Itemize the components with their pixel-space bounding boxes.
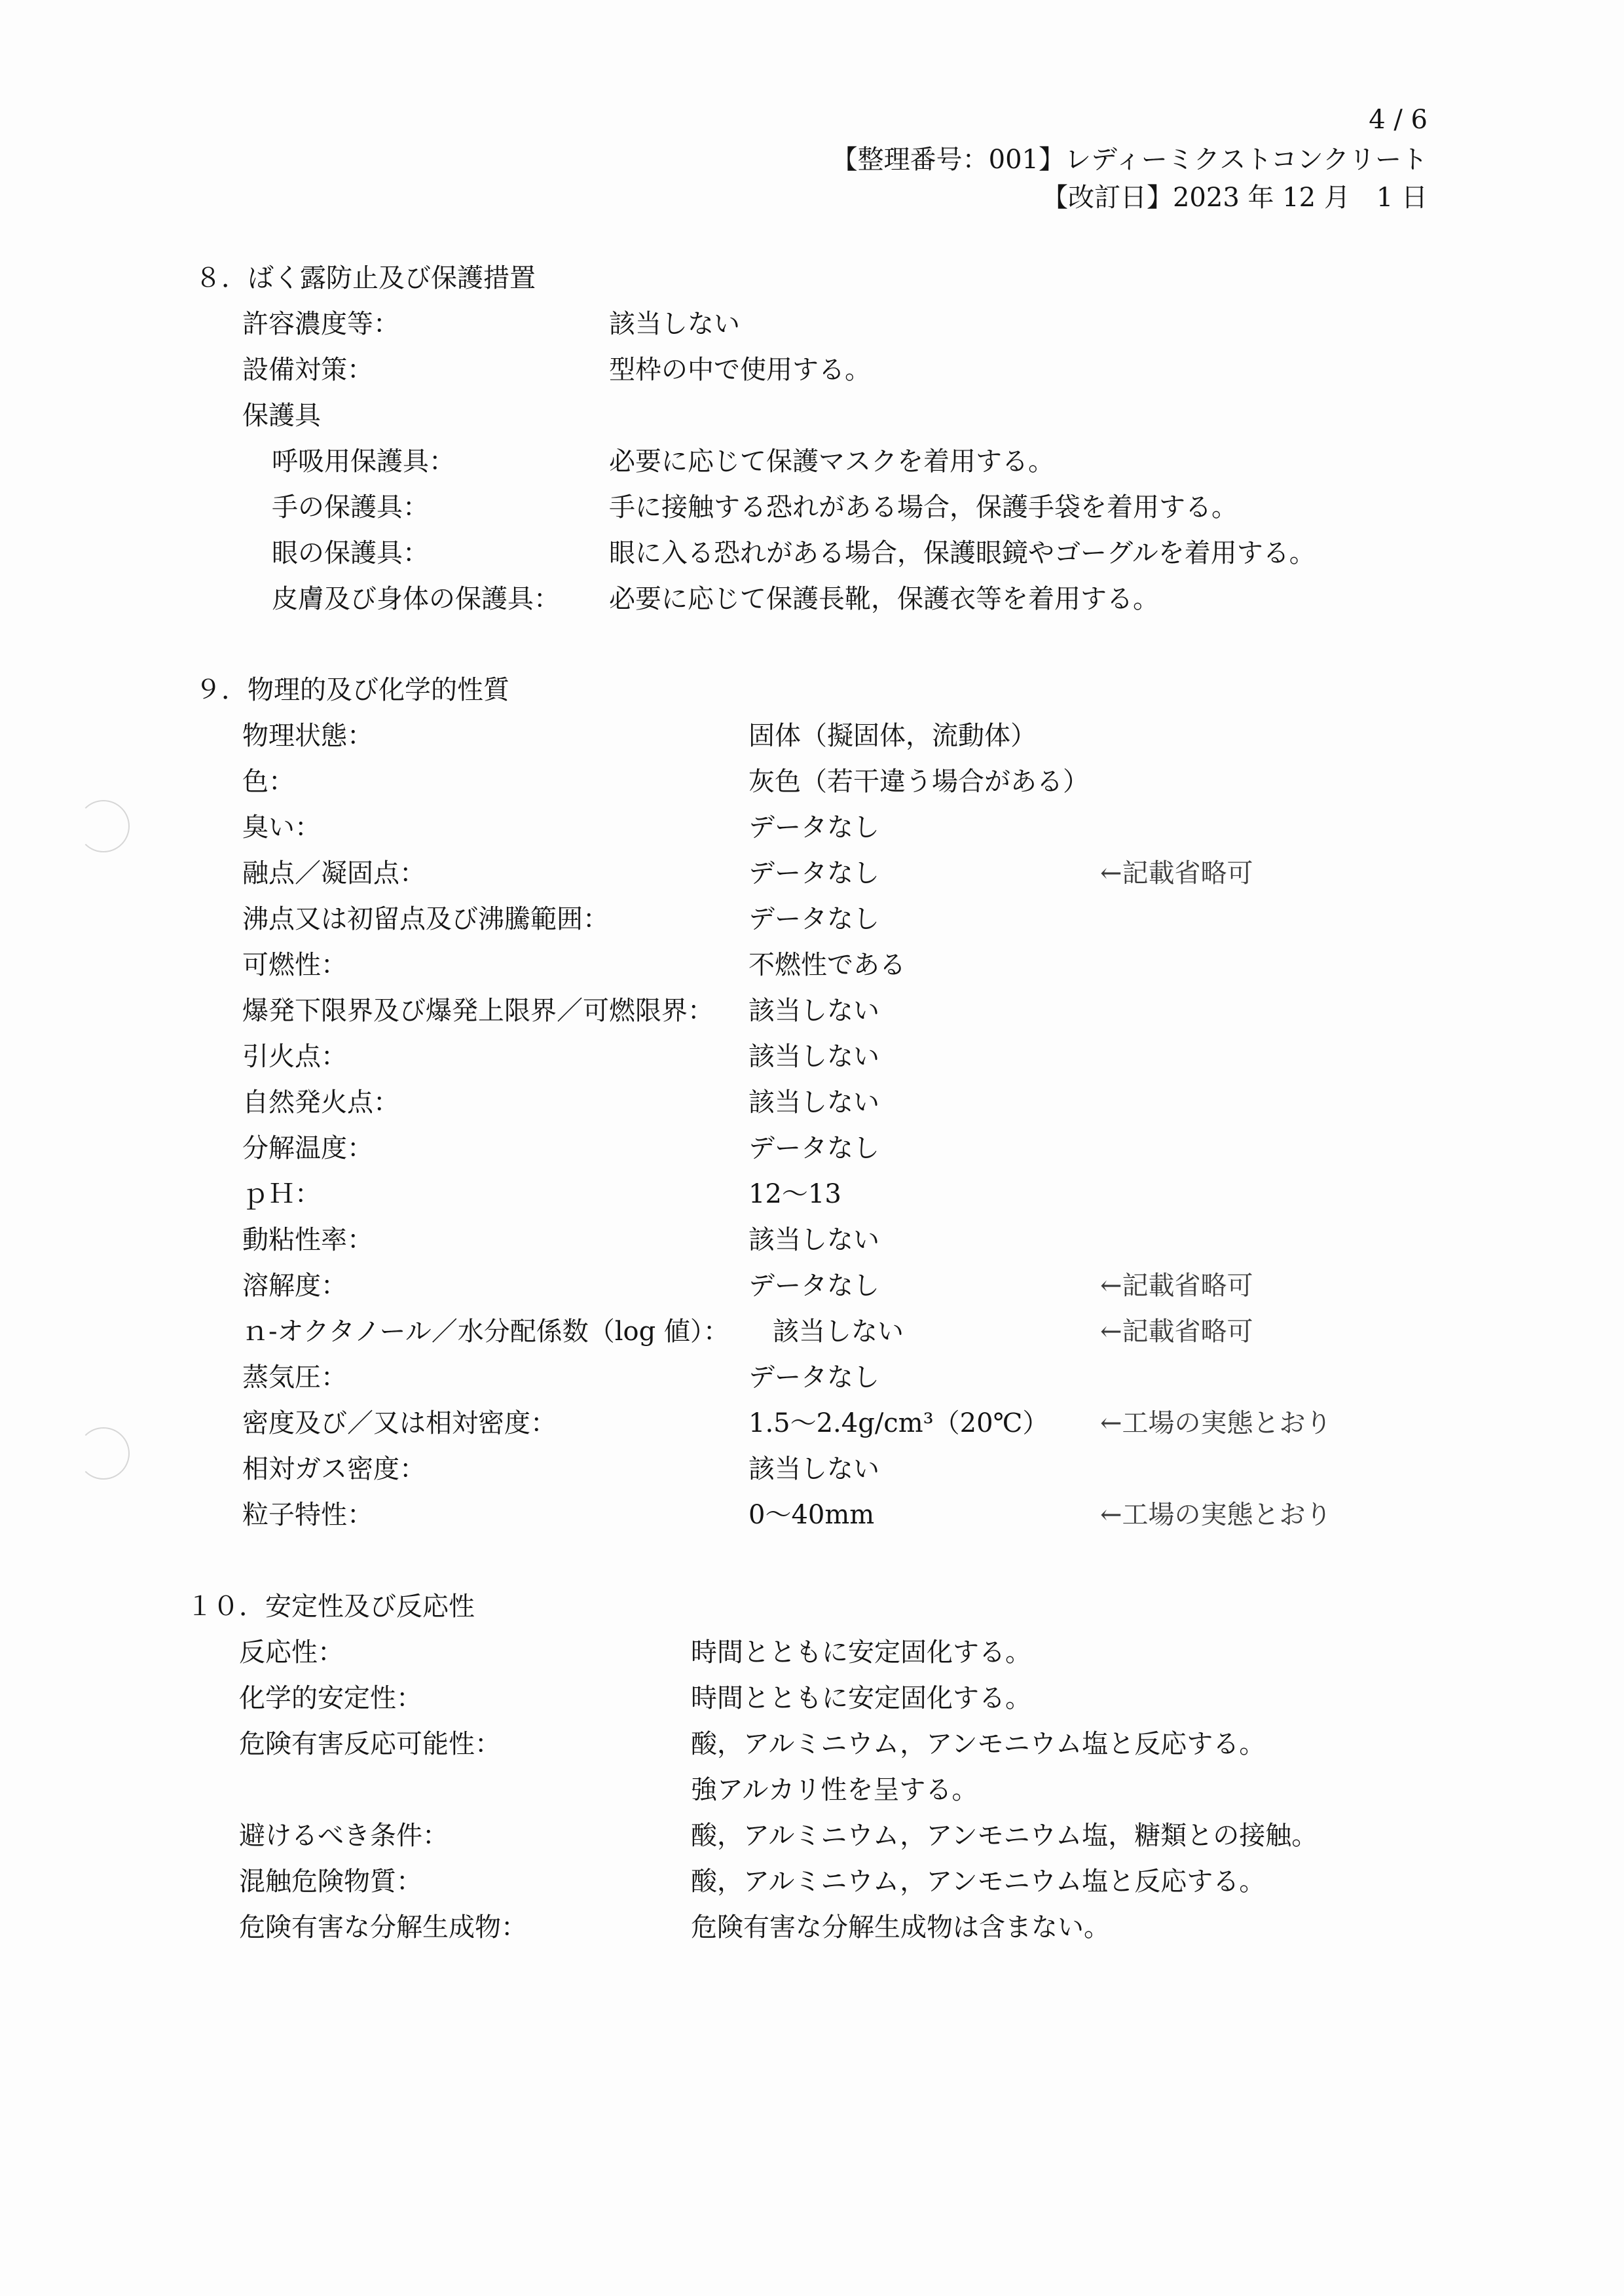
row-value: 型枠の中で使用する。 xyxy=(609,355,871,385)
revision-date: 【改訂日】2023 年 12 月 1 日 xyxy=(1041,183,1428,213)
section-10-title: １０．安定性及び反応性 xyxy=(187,1592,475,1622)
row-label: 混触危険物質： xyxy=(239,1867,422,1897)
row-label: 反応性： xyxy=(239,1637,344,1667)
row-label: 引火点： xyxy=(242,1042,347,1072)
section-8-title: ８．ばく露防止及び保護措置 xyxy=(195,263,536,293)
sec10-row xyxy=(0,1723,1624,1762)
row-label: 臭い： xyxy=(242,812,321,843)
row-value: 時間とともに安定固化する。 xyxy=(691,1683,1031,1713)
sec9-row xyxy=(0,1173,1624,1212)
row-label: 化学的安定性： xyxy=(239,1683,422,1713)
row-label: 蒸気圧： xyxy=(242,1362,347,1393)
sec9-row xyxy=(0,1219,1624,1258)
row-label: 可燃性： xyxy=(242,950,347,980)
sec8-row xyxy=(0,532,1624,572)
row-note: ←工場の実態とおり xyxy=(1100,1500,1332,1530)
sec8-row xyxy=(0,395,1624,434)
row-value: 酸，アルミニウム，アンモニウム塩と反応する。 xyxy=(691,1729,1266,1759)
row-label: 密度及び／又は相対密度： xyxy=(242,1408,557,1438)
sec9-row xyxy=(0,1448,1624,1487)
row-label: 物理状態： xyxy=(242,721,373,751)
row-label: 溶解度： xyxy=(242,1271,347,1301)
row-value: データなし xyxy=(748,1362,879,1393)
row-value: 該当しない xyxy=(773,1317,904,1347)
row-label: 避けるべき条件： xyxy=(239,1821,449,1851)
sec9-row xyxy=(0,1357,1624,1396)
row-label: 保護具 xyxy=(242,401,321,431)
row-label: ｐＨ： xyxy=(242,1179,321,1209)
sec9-row xyxy=(0,1402,1624,1442)
row-value: 該当しない xyxy=(609,309,740,339)
document-reference: 【整理番号：001】レディーミクストコンクリート xyxy=(831,145,1428,175)
page-number: 4 / 6 xyxy=(1369,105,1428,135)
row-note: ←記載省略可 xyxy=(1100,858,1253,888)
row-value: 該当しない xyxy=(748,1454,879,1484)
sec9-row xyxy=(0,1036,1624,1075)
sec8-row xyxy=(0,486,1624,526)
sec10-row xyxy=(0,1631,1624,1671)
row-value: 必要に応じて保護長靴，保護衣等を着用する。 xyxy=(609,584,1159,614)
row-value: 該当しない xyxy=(748,996,879,1026)
row-label: 呼吸用保護具： xyxy=(272,446,455,477)
row-label: 融点／凝固点： xyxy=(242,858,426,888)
sec9-row xyxy=(0,715,1624,754)
sec9-row xyxy=(0,761,1624,800)
row-label: 許容濃度等： xyxy=(242,309,399,339)
sec8-row xyxy=(0,303,1624,342)
sec8-row xyxy=(0,578,1624,617)
row-value: 酸，アルミニウム，アンモニウム塩，糖類との接触。 xyxy=(691,1821,1318,1851)
row-value: 1.5～2.4g/cm³（20℃） xyxy=(748,1408,1049,1438)
sec10-row xyxy=(0,1906,1624,1946)
sec9-row xyxy=(0,807,1624,846)
row-label: 危険有害な分解生成物： xyxy=(239,1912,527,1942)
row-label: 分解温度： xyxy=(242,1133,373,1163)
sec10-row xyxy=(0,1861,1624,1900)
section-9-title: ９．物理的及び化学的性質 xyxy=(195,675,509,705)
row-value: 12～13 xyxy=(748,1179,841,1209)
row-value: 強アルカリ性を呈する。 xyxy=(691,1775,978,1805)
sec10-row xyxy=(0,1769,1624,1808)
row-label: 皮膚及び身体の保護具： xyxy=(272,584,560,614)
row-value: 必要に応じて保護マスクを着用する。 xyxy=(609,446,1054,477)
sec8-row xyxy=(0,349,1624,388)
row-value: 0～40mm xyxy=(748,1500,875,1530)
sec10-row xyxy=(0,1677,1624,1717)
sec9-row xyxy=(0,1127,1624,1167)
row-value: データなし xyxy=(748,858,879,888)
row-label: 設備対策： xyxy=(242,355,373,385)
row-value: 該当しない xyxy=(748,1087,879,1118)
sec9-row xyxy=(0,1082,1624,1121)
row-value: 該当しない xyxy=(748,1042,879,1072)
row-value: データなし xyxy=(748,1133,879,1163)
row-value: 該当しない xyxy=(748,1225,879,1255)
row-label: 粒子特性： xyxy=(242,1500,373,1530)
sec9-row xyxy=(0,1265,1624,1304)
row-note: ←記載省略可 xyxy=(1100,1317,1253,1347)
row-label: 自然発火点： xyxy=(242,1087,399,1118)
row-label: 眼の保護具： xyxy=(272,538,429,568)
sec9-row xyxy=(0,944,1624,983)
sec9-row xyxy=(0,990,1624,1029)
row-value: データなし xyxy=(748,1271,879,1301)
row-note: ←工場の実態とおり xyxy=(1100,1408,1332,1438)
sec9-row xyxy=(0,898,1624,938)
row-note: ←記載省略可 xyxy=(1100,1271,1253,1301)
row-value: データなし xyxy=(748,812,879,843)
row-value: データなし xyxy=(748,904,879,934)
row-value: 灰色（若干違う場合がある） xyxy=(748,767,1089,797)
row-label: 危険有害反応可能性： xyxy=(239,1729,501,1759)
row-value: 眼に入る恐れがある場合，保護眼鏡やゴーグルを着用する。 xyxy=(609,538,1316,568)
row-value: 固体（擬固体，流動体） xyxy=(748,721,1037,751)
sec9-row xyxy=(0,1494,1624,1533)
row-value: 時間とともに安定固化する。 xyxy=(691,1637,1031,1667)
row-label: ｎ-オクタノール／水分配係数（log 値）： xyxy=(242,1317,729,1347)
row-label: 相対ガス密度： xyxy=(242,1454,426,1484)
row-value: 危険有害な分解生成物は含まない。 xyxy=(691,1912,1110,1942)
row-label: 動粘性率： xyxy=(242,1225,373,1255)
sec8-row xyxy=(0,441,1624,480)
sec10-row xyxy=(0,1815,1624,1854)
row-value: 手に接触する恐れがある場合，保護手袋を着用する。 xyxy=(609,492,1238,522)
sec9-row xyxy=(0,852,1624,892)
row-label: 手の保護具： xyxy=(272,492,429,522)
sec9-row xyxy=(0,1311,1624,1350)
row-label: 色： xyxy=(242,767,295,797)
row-value: 不燃性である xyxy=(748,950,906,980)
row-value: 酸，アルミニウム，アンモニウム塩と反応する。 xyxy=(691,1867,1266,1897)
row-label: 沸点又は初留点及び沸騰範囲： xyxy=(242,904,609,934)
row-label: 爆発下限界及び爆発上限界／可燃限界： xyxy=(242,996,714,1026)
